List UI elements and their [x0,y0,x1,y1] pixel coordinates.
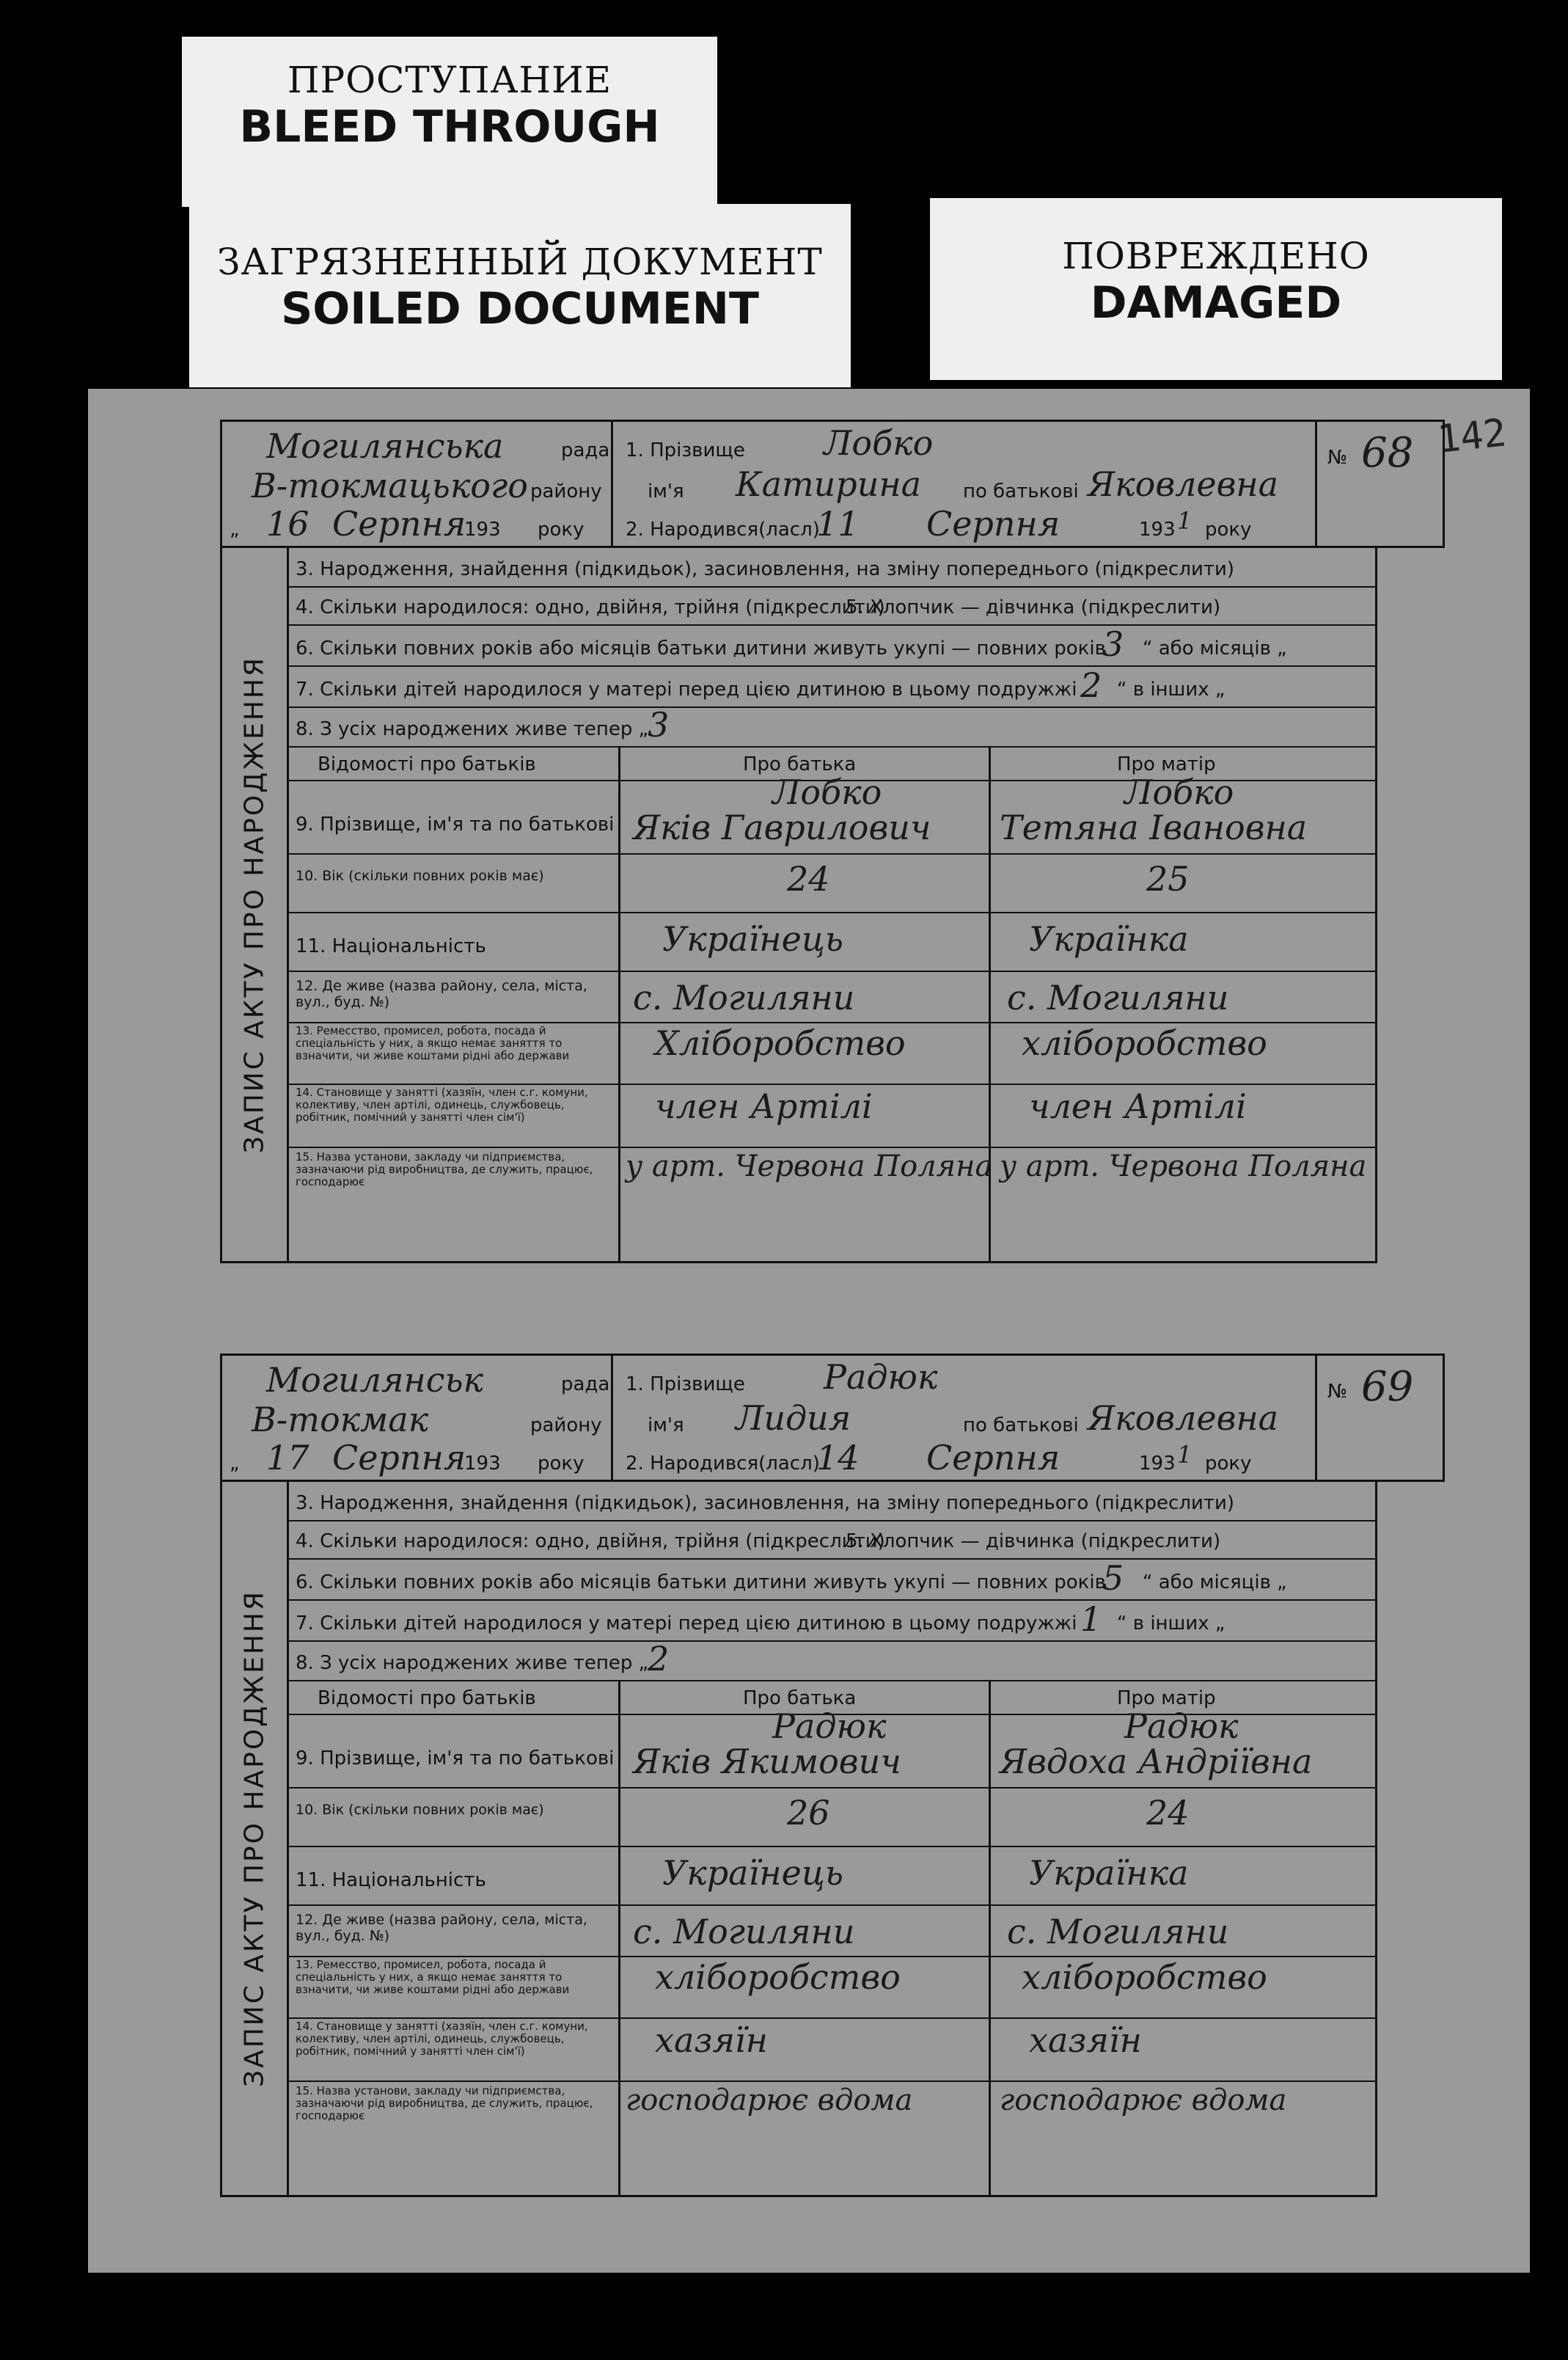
raion-label: району [530,1414,602,1436]
father-name: Яків Гаврилович [633,808,931,847]
field-12: 12. Де живе (назва району, села, міста, вул., буд. №) [296,978,587,1010]
born-month: Серпня [926,1438,1060,1477]
birth-record [220,1353,1445,2197]
field-8-alive: 2 [648,1639,670,1678]
field-5: 5. Хлопчик — дівчинка (підкреслити) [846,1530,1221,1552]
mother-surname: Лобко [1124,772,1234,812]
patronymic-value: Яковлевна [1088,464,1279,504]
damaged-tag [930,198,1502,380]
field-11: 11. Національність [296,935,486,957]
field-13: 13. Ремесство, промисел, робота, посада й спеціальність у них, а якщо немає заняття то взначити, чи живе коштами рідні або держави [296,1958,570,1996]
name-value: Лидия [736,1398,851,1438]
field-4: 4. Скільки народилося: одно, двійня, трійня (підкреслити) [296,1530,885,1552]
field-10: 10. Вік (скільки повних років має) [296,1802,544,1818]
record-side-title [222,548,289,1261]
born-year-label: року [1205,519,1252,541]
mother-age: 24 [1146,1793,1190,1833]
patronymic-value: Яковлевна [1088,1398,1279,1438]
col-header-mother: Про матір [1117,1687,1216,1709]
field-7-count: 2 [1080,665,1102,705]
name-label: ім'я [648,1414,684,1436]
raion-label: району [530,481,602,503]
date-open: „ [230,519,240,541]
born-day: 11 [816,504,860,544]
born-year-suffix: 1 [1177,507,1193,535]
surname-label: 1. Прізвище [626,439,745,461]
field-14: 14. Становище у занятті (хазяїн, член с.г. комуни, колективу, член артілі, одинець, службовець, робітник, помічний у занятті член сім'ї) [296,2020,588,2058]
field-6: 6. Скільки повних років або місяців батьки дитини живуть укупі — повних років [296,1571,1106,1593]
field-11: 11. Національність [296,1869,486,1891]
father-surname: Лобко [772,772,882,812]
rada-value: Могилянськ [266,1360,483,1400]
father-status: член Артілі [655,1086,873,1126]
field-6-years: 3 [1102,624,1124,664]
rada-label: рада [561,439,610,461]
field-5: 5. Хлопчик — дівчинка (підкреслити) [846,596,1221,618]
born-year: 193 [1139,519,1176,541]
col-header-father: Про батька [743,1687,857,1709]
father-occupation: хліборобство [655,1957,901,1997]
mother-occupation: хліборобство [1022,1023,1267,1063]
date-open: „ [230,1453,240,1475]
born-label: 2. Народився(ласл) [626,519,820,541]
raion-value: В-токмацького [252,466,528,505]
tag-label-en: DAMAGED [1090,277,1342,329]
record-header [220,420,1445,548]
field-6: 6. Скільки повних років або місяців батьки дитини живуть укупі — повних років [296,638,1106,660]
field-7-other: “ в інших „ [1117,1612,1226,1634]
name-value: Катирина [736,464,922,504]
field-13: 13. Ремесство, промисел, робота, посада й спеціальність у них, а якщо немає заняття то взначити, чи живе коштами рідні або держави [296,1024,570,1062]
born-year: 193 [1139,1453,1176,1475]
mother-organization: у арт. Червона Поляна [1000,1150,1367,1183]
side-title-text: ЗАПИС АКТУ ПРО НАРОДЖЕННЯ [239,656,270,1153]
born-year-suffix: 1 [1177,1441,1193,1469]
mother-age: 25 [1146,859,1190,899]
mother-nationality: Українка [1029,1853,1189,1893]
year-value: 193 [464,519,501,541]
father-surname: Радюк [772,1706,887,1746]
number-sign: № [1327,1381,1348,1403]
record-body [220,546,1377,1263]
field-9: 9. Прізвище, ім'я та по батькові [296,1747,615,1769]
father-nationality: Українець [662,919,843,959]
born-month: Серпня [926,504,1060,544]
field-8: 8. З усіх народжених живе тепер „ [296,1652,649,1674]
record-number: 68 [1361,429,1414,477]
field-3: 3. Народження, знайдення (підкидьок), засиновлення, на зміну попереднього (підкреслити) [296,1492,1235,1514]
birth-record [220,420,1445,1263]
field-6-months: “ або місяців „ [1143,1571,1287,1593]
col-header-parents: Відомості про батьків [318,1687,536,1709]
field-7-other: “ в інших „ [1117,679,1226,701]
tag-label-ru: ПОВРЕЖДЕНО [1062,235,1370,277]
soiled-document-tag [189,204,851,387]
tag-label-en: SOILED DOCUMENT [281,283,759,335]
mother-status: хазяїн [1029,2020,1142,2060]
field-6-years: 5 [1102,1558,1124,1598]
registry-block [222,422,613,546]
field-3: 3. Народження, знайдення (підкидьок), засиновлення, на зміну попереднього (підкреслити) [296,558,1235,580]
father-organization: господарює вдома [626,2083,913,2117]
field-8-alive: 3 [648,705,670,745]
father-occupation: Хліборобство [655,1023,906,1063]
surname-value: Радюк [824,1357,938,1397]
record-number: 69 [1361,1363,1414,1411]
born-label: 2. Народився(ласл) [626,1453,820,1475]
name-label: ім'я [648,481,684,503]
field-15: 15. Назва установи, закладу чи підприємства, зазначаючи рід виробництва, де служить, працює, господарює [296,1150,593,1188]
month-value: Серпня [332,504,466,544]
tag-label-en: BLEED THROUGH [239,101,660,153]
father-name: Яків Якимович [633,1742,901,1781]
col-header-parents: Відомості про батьків [318,753,536,775]
record-side-title [222,1482,289,2195]
field-7: 7. Скільки дітей народилося у матері перед цією дитиною в цьому подружжі [296,1612,1077,1634]
rada-label: рада [561,1373,610,1395]
tag-label-ru: ПРОСТУПАНИЕ [287,59,612,101]
field-6-months: “ або місяців „ [1143,638,1287,660]
field-7: 7. Скільки дітей народилося у матері перед цією дитиною в цьому подружжі [296,679,1077,701]
col-header-mother: Про матір [1117,753,1216,775]
patronymic-label: по батькові [963,481,1079,503]
mother-organization: господарює вдома [1000,2083,1287,2117]
born-year-label: року [1205,1453,1252,1475]
day-value: 16 [266,504,309,544]
surname-value: Лобко [824,423,934,463]
field-9: 9. Прізвище, ім'я та по батькові [296,814,615,836]
father-nationality: Українець [662,1853,843,1893]
mother-occupation: хліборобство [1022,1957,1267,1997]
month-value: Серпня [332,1438,466,1477]
day-value: 17 [266,1438,309,1477]
record-number-box [1315,422,1445,546]
record-number-box [1315,1356,1445,1480]
father-age: 26 [787,1793,830,1833]
patronymic-label: по батькові [963,1414,1079,1436]
father-residence: с. Могиляни [633,1912,855,1951]
born-day: 14 [816,1438,860,1477]
mother-surname: Радюк [1124,1706,1239,1746]
registry-block [222,1356,613,1480]
record-header [220,1353,1445,1482]
father-residence: с. Могиляни [633,978,855,1018]
father-organization: у арт. Червона Поляна [626,1150,993,1183]
tag-label-ru: ЗАГРЯЗНЕННЫЙ ДОКУМЕНТ [217,241,823,283]
year-label: року [538,519,585,541]
mother-nationality: Українка [1029,919,1189,959]
col-header-father: Про батька [743,753,857,775]
rada-value: Могилянська [266,426,504,466]
mother-residence: с. Могиляни [1007,1912,1229,1951]
mother-name: Явдоха Андріївна [1000,1742,1313,1781]
side-title-text: ЗАПИС АКТУ ПРО НАРОДЖЕННЯ [239,1590,270,2087]
surname-label: 1. Прізвище [626,1373,745,1395]
field-10: 10. Вік (скільки повних років має) [296,868,544,884]
bleed-through-tag [182,37,717,207]
father-status: хазяїн [655,2020,768,2060]
record-body [220,1480,1377,2197]
year-label: року [538,1453,585,1475]
field-14: 14. Становище у занятті (хазяїн, член с.г. комуни, колективу, член артілі, одинець, службовець, робітник, помічний у занятті член сім'ї) [296,1086,588,1124]
number-sign: № [1327,447,1348,469]
page-number: 142 [1435,411,1509,462]
field-4: 4. Скільки народилося: одно, двійня, трійня (підкреслити) [296,596,885,618]
year-value: 193 [464,1453,501,1475]
raion-value: В-токмак [252,1400,429,1439]
field-8: 8. З усіх народжених живе тепер „ [296,718,649,740]
mother-residence: с. Могиляни [1007,978,1229,1018]
field-7-count: 1 [1080,1599,1102,1639]
field-15: 15. Назва установи, закладу чи підприємства, зазначаючи рід виробництва, де служить, працює, господарює [296,2084,593,2122]
mother-name: Тетяна Івановна [1000,808,1308,847]
mother-status: член Артілі [1029,1086,1247,1126]
field-12: 12. Де живе (назва району, села, міста, вул., буд. №) [296,1912,587,1944]
father-age: 24 [787,859,830,899]
